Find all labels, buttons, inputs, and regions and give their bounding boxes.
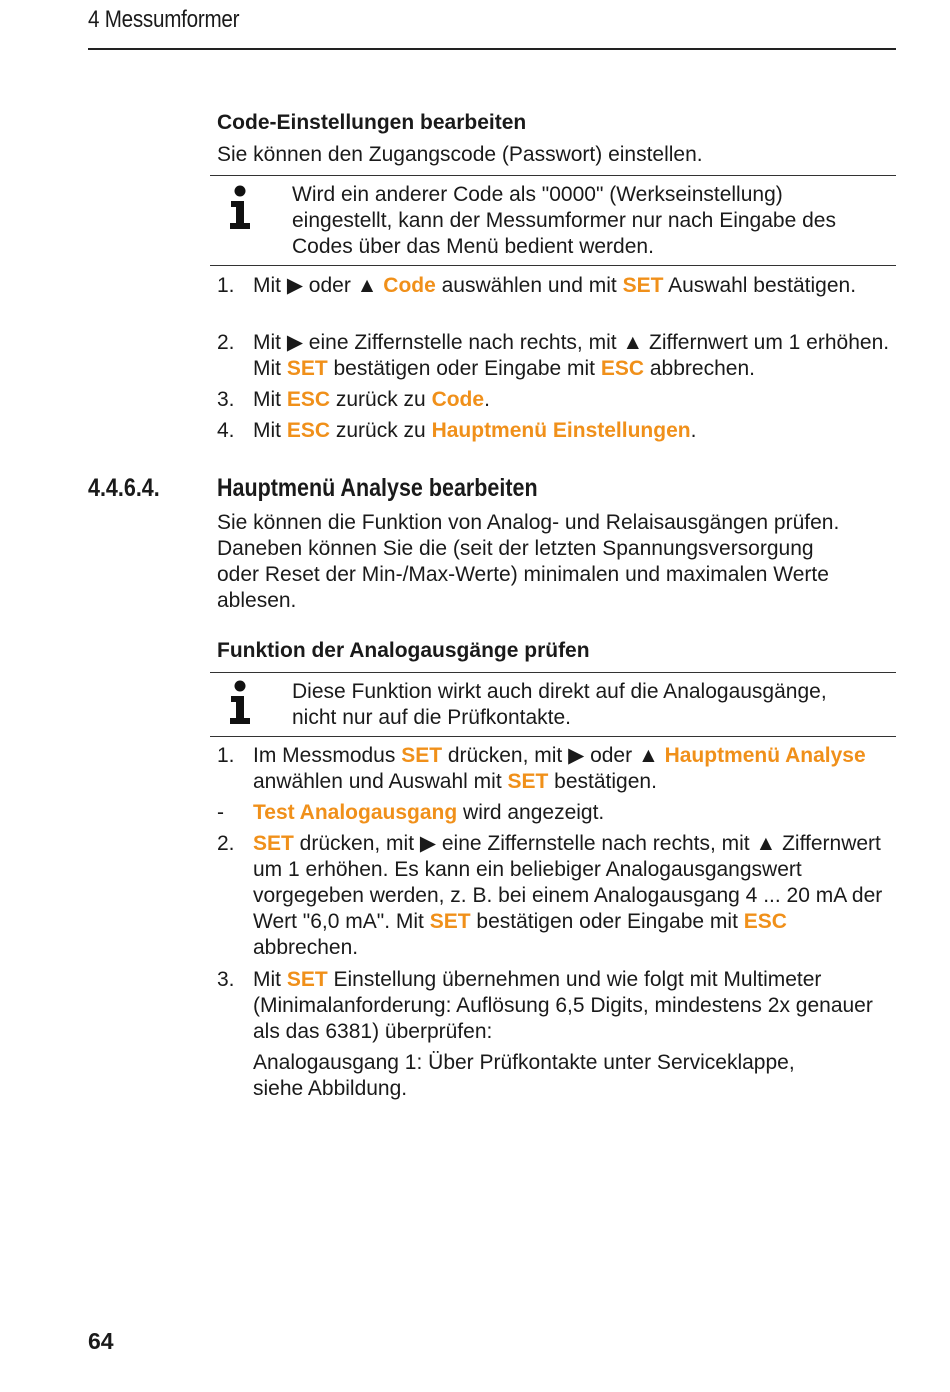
intro-line: Daneben können Sie die (seit der letzten Spannungsversorgung [217,537,814,560]
highlight-term: ESC [286,419,331,442]
highlight-term: Code [383,274,436,297]
info-icon [226,185,254,231]
highlight-term: SET [429,910,471,933]
step-text [253,800,897,826]
step-text-part: zurück zu [330,419,432,442]
page-number: 64 [88,1328,114,1354]
step-number: 2. [217,832,235,855]
note-line: Codes über das Menü bedient werden. [292,235,654,258]
step-text-part: auswählen und mit [435,274,623,297]
step-text [253,967,897,1045]
step-text-part: abbrechen. [253,936,359,959]
note-line: eingestellt, kann der Messumformer nur nach Eingabe des [292,209,836,232]
step-number: 2. [217,331,235,354]
highlight-term: SET [622,274,664,297]
intro-line: Sie können die Funktion von Analog- und Relaisausgängen prüfen. [217,511,840,534]
analog-heading: Funktion der Analogausgänge prüfen [217,639,590,662]
highlight-term: SET [253,832,294,855]
highlight-term: SET [401,744,443,767]
highlight-term: SET [286,357,328,380]
highlight-term: SET [507,770,549,793]
step-number: 3. [217,388,235,411]
header-rule [88,48,896,50]
step-text-part: Mit ▶ oder ▲ [253,274,384,297]
step-text-part: bestätigen oder Eingabe mit [327,357,601,380]
highlight-term: Test Analogausgang [253,801,458,824]
highlight-term: Hauptmenü Analyse [664,744,866,767]
step-text [253,273,897,299]
step-text-part: Im Messmodus [253,744,402,767]
note-line: Wird ein anderer Code als "0000" (Werkseinstellung) [292,183,783,206]
step-text-part: bestätigen oder Eingabe mit [470,910,744,933]
detail-line: siehe Abbildung. [253,1077,408,1100]
step-text-part: . [484,388,490,411]
info-icon [226,680,254,726]
section-number: 4.4.6.4. [88,474,160,502]
step-number: 1. [217,274,235,297]
step-text-part: wird angezeigt. [457,801,605,824]
highlight-term: SET [286,968,328,991]
step-text-part: Mit [253,968,287,991]
step-text [253,743,897,795]
note-text-analog [292,679,892,731]
step-text-part: drücken, mit ▶ oder ▲ [442,744,665,767]
note-box-analog [210,672,896,737]
highlight-term: ESC [286,388,331,411]
step-number: - [217,801,224,824]
note-line: nicht nur auf die Prüfkontakte. [292,706,571,729]
step-text-part: abbrechen. [644,357,755,380]
section-title: Hauptmenü Analyse bearbeiten [217,474,538,502]
step3-detail [253,1050,897,1102]
highlight-term: ESC [600,357,645,380]
highlight-term: Code [431,388,485,411]
note-text-code [292,182,892,260]
running-header: 4 Messumformer [88,6,240,33]
step-text-part: Einstellung übernehmen und wie folgt mit Multimeter (Minimalanforderung: Auflösung 6,5 Digits, mindestens 2x genauer als das 6381) überprüfen: [253,968,873,1043]
code-settings-intro: Sie können den Zugangscode (Passwort) einstellen. [217,143,703,166]
step-number: 3. [217,968,235,991]
intro-line: ablesen. [217,589,297,612]
note-box-code [210,175,896,266]
step-text-part: . [690,419,697,442]
step-text [253,418,897,444]
step-text-part: Mit ▶ eine Ziffernstelle nach rechts, mit ▲ Ziffernwert um 1 erhöhen. Mit [253,331,890,380]
intro-line: oder Reset der Min-/Max-Werte) minimalen und maximalen Werte [217,563,829,586]
step-text [253,387,897,413]
step-text-part: Mit [253,388,287,411]
highlight-term: ESC [743,910,787,933]
step-text-part: zurück zu [330,388,432,411]
code-settings-heading: Code-Einstellungen bearbeiten [217,111,527,134]
step-number: 4. [217,419,235,442]
step-text [253,330,897,382]
step-text [253,831,897,961]
step-text-part: bestätigen. [548,770,657,793]
note-line: Diese Funktion wirkt auch direkt auf die Analogausgänge, [292,680,827,703]
highlight-term: Hauptmenü Einstellungen [431,419,691,442]
step-text-part: Auswahl bestätigen. [663,274,857,297]
section-intro [217,510,897,614]
step-text-part: anwählen und Auswahl mit [253,770,508,793]
step-number: 1. [217,744,235,767]
step-text-part: Mit [253,419,287,442]
detail-line: Analogausgang 1: Über Prüfkontakte unter Serviceklappe, [253,1051,795,1074]
step-text-part: drücken, mit ▶ eine Ziffernstelle nach rechts, mit ▲ Ziffernwert um 1 erhöhen. Es kann ein beliebiger Analogausgangswert vorgegeben werden, z. B. bei einem Analogausgang 4 ... 20 mA der Wert "6,0 mA". Mit [253,832,883,933]
